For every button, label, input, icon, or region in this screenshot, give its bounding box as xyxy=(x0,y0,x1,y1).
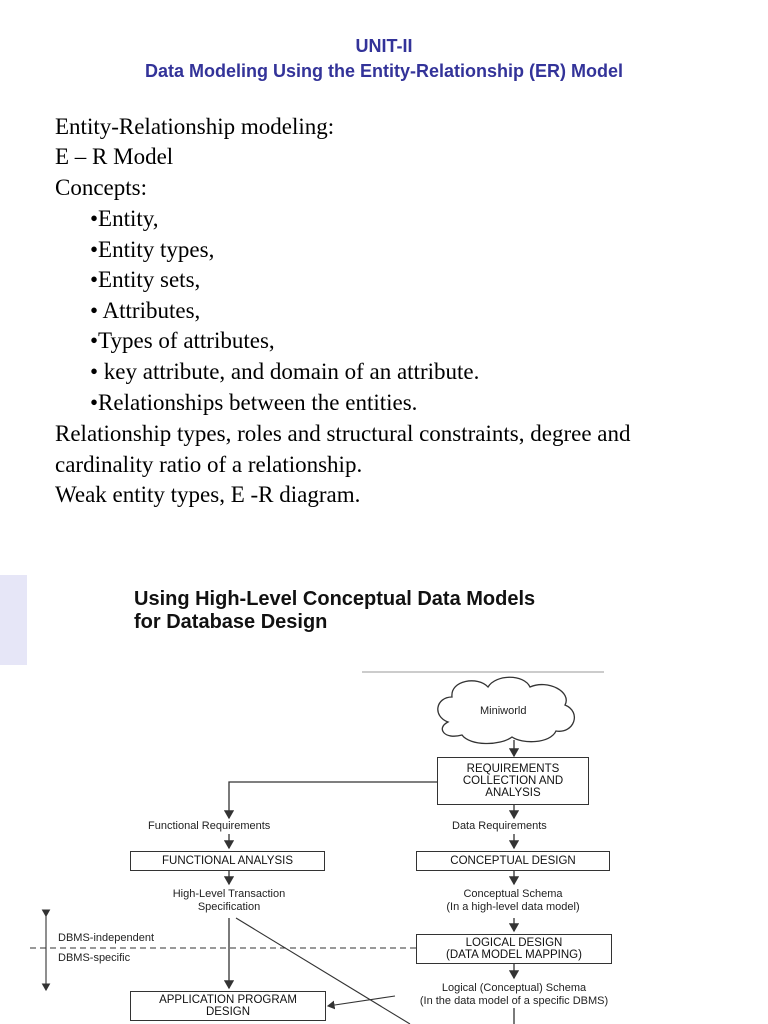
bullet-item: •Relationships between the entities. xyxy=(90,390,418,415)
text-line-er-modeling: Entity-Relationship modeling: xyxy=(55,114,335,139)
logical-schema-line-1: Logical (Conceptual) Schema xyxy=(441,982,587,994)
data-requirements-label: Data Requirements xyxy=(452,820,547,832)
bullet-item: •Types of attributes, xyxy=(90,328,275,353)
dbms-independent-label: DBMS-independent xyxy=(58,932,155,944)
logical-design-label-2: (DATA MODEL MAPPING) xyxy=(446,949,582,961)
miniworld-label: Miniworld xyxy=(480,705,527,717)
page-title: Data Modeling Using the Entity-Relationship (ER) Model xyxy=(144,61,623,81)
figure-title: Using High-Level Conceptual Data Models xyxy=(134,588,536,610)
logical-schema-line-2: (In the data model of a specific DBMS) xyxy=(419,995,609,1007)
transaction-spec-line-2: Specification xyxy=(197,901,261,913)
transaction-spec-line-1: High-Level Transaction xyxy=(172,888,286,900)
functional-analysis-label: FUNCTIONAL ANALYSIS xyxy=(161,855,293,867)
text-line-concepts: Concepts: xyxy=(55,175,147,200)
app-design-label-1: APPLICATION PROGRAM xyxy=(159,994,297,1006)
text-line-cardinality: cardinality ratio of a relationship. xyxy=(55,452,363,477)
logical-design-box xyxy=(416,934,612,964)
conceptual-design-label: CONCEPTUAL DESIGN xyxy=(450,855,576,867)
requirements-box xyxy=(437,757,589,805)
conceptual-schema-line-1: Conceptual Schema xyxy=(463,888,563,900)
bullet-item: • Attributes, xyxy=(90,298,201,323)
conceptual-schema-line-2: (In a high-level data model) xyxy=(446,901,580,913)
transaction-spec-label xyxy=(155,888,303,914)
app-design-label-2: DESIGN xyxy=(205,1006,251,1018)
conceptual-schema-label xyxy=(420,888,606,914)
bullet-item: • key attribute, and domain of an attribute. xyxy=(90,359,480,384)
functional-analysis-box xyxy=(130,851,325,871)
requirements-label-3: ANALYSIS xyxy=(485,787,541,799)
bullet-item: •Entity types, xyxy=(90,237,215,262)
conceptual-design-box xyxy=(416,851,610,871)
logical-schema-label xyxy=(388,982,640,1008)
text-line-weak-entity: Weak entity types, E -R diagram. xyxy=(55,482,361,507)
dbms-specific-label: DBMS-specific xyxy=(58,952,131,964)
bullet-item: •Entity sets, xyxy=(90,267,201,292)
text-line-relationship-types: Relationship types, roles and structural constraints, degree and xyxy=(55,421,631,446)
text-line-er-model: E – R Model xyxy=(55,144,174,169)
figure-subtitle: for Database Design xyxy=(134,611,328,633)
bullet-item: •Entity, xyxy=(90,206,159,231)
unit-heading: UNIT-II xyxy=(355,36,413,56)
application-program-design-box xyxy=(130,991,326,1021)
logical-design-label-1: LOGICAL DESIGN xyxy=(465,937,563,949)
requirements-label-1: REQUIREMENTS xyxy=(466,763,560,775)
requirements-label-2: COLLECTION AND xyxy=(462,775,564,787)
functional-requirements-label: Functional Requirements xyxy=(148,820,271,832)
